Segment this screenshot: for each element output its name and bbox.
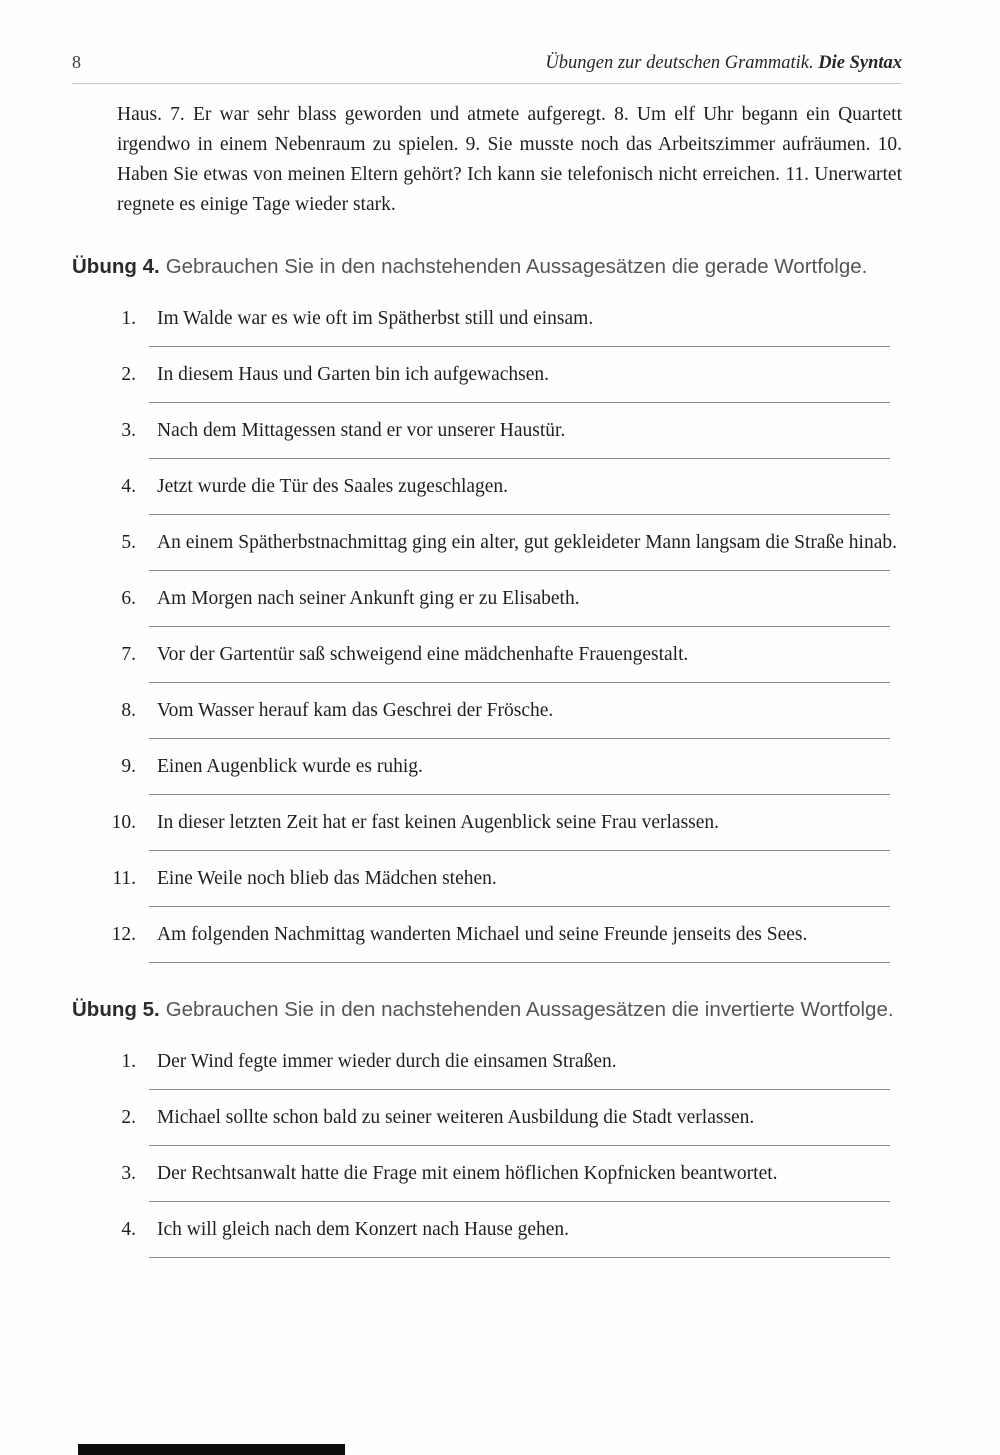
item-sentence: Michael sollte schon bald zu seiner weiteren Ausbildung die Stadt verlassen.	[157, 1107, 755, 1128]
item-body	[157, 920, 902, 963]
item-body	[157, 1215, 902, 1258]
item-body	[157, 1159, 902, 1202]
item-body	[157, 808, 902, 851]
exercise-item	[72, 640, 902, 683]
item-sentence: In dieser letzten Zeit hat er fast keinen Augenblick seine Frau verlassen.	[157, 812, 720, 833]
item-sentence: Ich will gleich nach dem Konzert nach Hause gehen.	[157, 1219, 570, 1240]
exercise-item	[72, 1159, 902, 1202]
item-sentence: Nach dem Mittagessen stand er vor unserer Haustür.	[157, 420, 566, 441]
answer-blank-line	[149, 1257, 890, 1258]
exercise-instruction: Gebrauchen Sie in den nachstehenden Aussagesätzen die invertierte Wortfolge.	[165, 998, 894, 1021]
exercise-label: Übung 5.	[72, 998, 160, 1021]
item-number: 10.	[111, 812, 136, 833]
exercise-item	[72, 304, 902, 347]
item-number: 2.	[121, 1107, 136, 1128]
answer-blank-line	[149, 794, 890, 795]
item-sentence: Am Morgen nach seiner Ankunft ging er zu Elisabeth.	[157, 588, 580, 609]
exercise-item	[72, 1047, 902, 1090]
exercise-heading	[72, 252, 902, 282]
item-sentence: Vom Wasser herauf kam das Geschrei der Frösche.	[157, 700, 554, 721]
item-sentence: In diesem Haus und Garten bin ich aufgewachsen.	[157, 364, 550, 385]
item-number: 8.	[121, 700, 136, 721]
item-body	[157, 360, 902, 403]
item-sentence: Der Wind fegte immer wieder durch die einsamen Straßen.	[157, 1051, 617, 1072]
item-body	[157, 696, 902, 739]
exercise-item	[72, 360, 902, 403]
item-body	[157, 640, 902, 683]
item-sentence: Der Rechtsanwalt hatte die Frage mit einem höflichen Kopfnicken beantwortet.	[157, 1163, 778, 1184]
answer-blank-line	[149, 570, 890, 571]
answer-blank-line	[149, 626, 890, 627]
item-body	[157, 864, 902, 907]
item-body	[157, 472, 902, 515]
item-number: 5.	[121, 532, 136, 553]
item-number: 7.	[121, 644, 136, 665]
exercise-heading	[72, 995, 902, 1025]
exercise-section	[72, 995, 902, 1258]
exercises-container	[72, 252, 902, 1258]
page-header	[72, 52, 902, 74]
item-body	[157, 416, 902, 459]
answer-blank-line	[149, 738, 890, 739]
answer-blank-line	[149, 1089, 890, 1090]
item-sentence: Eine Weile noch blieb das Mädchen stehen.	[157, 868, 497, 889]
answer-blank-line	[149, 458, 890, 459]
item-number: 4.	[121, 1219, 136, 1240]
running-title-emphasis: Die Syntax	[818, 53, 902, 73]
header-rule	[72, 83, 902, 84]
answer-blank-line	[149, 1145, 890, 1146]
item-body	[157, 304, 902, 347]
running-title-text: Übungen zur deutschen Grammatik.	[545, 53, 819, 73]
item-number: 11.	[112, 868, 136, 889]
item-number: 12.	[111, 924, 136, 945]
exercise-item	[72, 416, 902, 459]
exercise-item	[72, 752, 902, 795]
page-number: 8	[72, 52, 81, 72]
exercise-item	[72, 864, 902, 907]
exercise-items	[72, 1047, 902, 1258]
item-number: 1.	[121, 1051, 136, 1072]
intro-paragraph: Haus. 7. Er war sehr blass geworden und atmete aufgeregt. 8. Um elf Uhr begann ein Quartett irgendwo in einem Nebenraum zu spielen. 9. Sie musste noch das Arbeitszimmer aufräumen. 10. Haben Sie etwas von meinen Eltern gehört? Ich kann sie telefonisch nicht erreichen. 11. Unerwartet regnete es einige Tage wieder stark.	[117, 104, 902, 215]
item-sentence: Jetzt wurde die Tür des Saales zugeschlagen.	[157, 476, 509, 497]
answer-blank-line	[149, 962, 890, 963]
exercise-item	[72, 696, 902, 739]
exercise-item	[72, 1215, 902, 1258]
item-sentence: Im Walde war es wie oft im Spätherbst still und einsam.	[157, 308, 594, 329]
exercise-item	[72, 584, 902, 627]
running-title	[545, 53, 902, 74]
item-body	[157, 1047, 902, 1090]
item-body	[157, 528, 902, 571]
answer-blank-line	[149, 1201, 890, 1202]
exercise-label: Übung 4.	[72, 255, 160, 278]
answer-blank-line	[149, 402, 890, 403]
exercise-instruction: Gebrauchen Sie in den nachstehenden Aussagesätzen die gerade Wortfolge.	[165, 255, 868, 278]
exercise-item	[72, 808, 902, 851]
item-sentence: Am folgenden Nachmittag wanderten Michael und seine Freunde jenseits des Sees.	[157, 924, 808, 945]
item-sentence: An einem Spätherbstnachmittag ging ein alter, gut gekleideter Mann langsam die Straße hinab.	[157, 532, 898, 553]
answer-blank-line	[149, 906, 890, 907]
item-number: 3.	[121, 420, 136, 441]
answer-blank-line	[149, 850, 890, 851]
item-body	[157, 1103, 902, 1146]
answer-blank-line	[149, 682, 890, 683]
exercise-item	[72, 528, 902, 571]
answer-blank-line	[149, 514, 890, 515]
scan-artifact	[78, 1444, 345, 1455]
item-number: 1.	[121, 308, 136, 329]
item-number: 6.	[121, 588, 136, 609]
answer-blank-line	[149, 346, 890, 347]
item-sentence: Einen Augenblick wurde es ruhig.	[157, 756, 423, 777]
exercise-section	[72, 252, 902, 963]
item-number: 9.	[121, 756, 136, 777]
item-number: 4.	[121, 476, 136, 497]
exercise-item	[72, 920, 902, 963]
exercise-items	[72, 304, 902, 963]
item-sentence: Vor der Gartentür saß schweigend eine mädchenhafte Frauengestalt.	[157, 644, 689, 665]
exercise-item	[72, 472, 902, 515]
item-body	[157, 752, 902, 795]
exercise-item	[72, 1103, 902, 1146]
item-body	[157, 584, 902, 627]
item-number: 3.	[121, 1163, 136, 1184]
item-number: 2.	[121, 364, 136, 385]
